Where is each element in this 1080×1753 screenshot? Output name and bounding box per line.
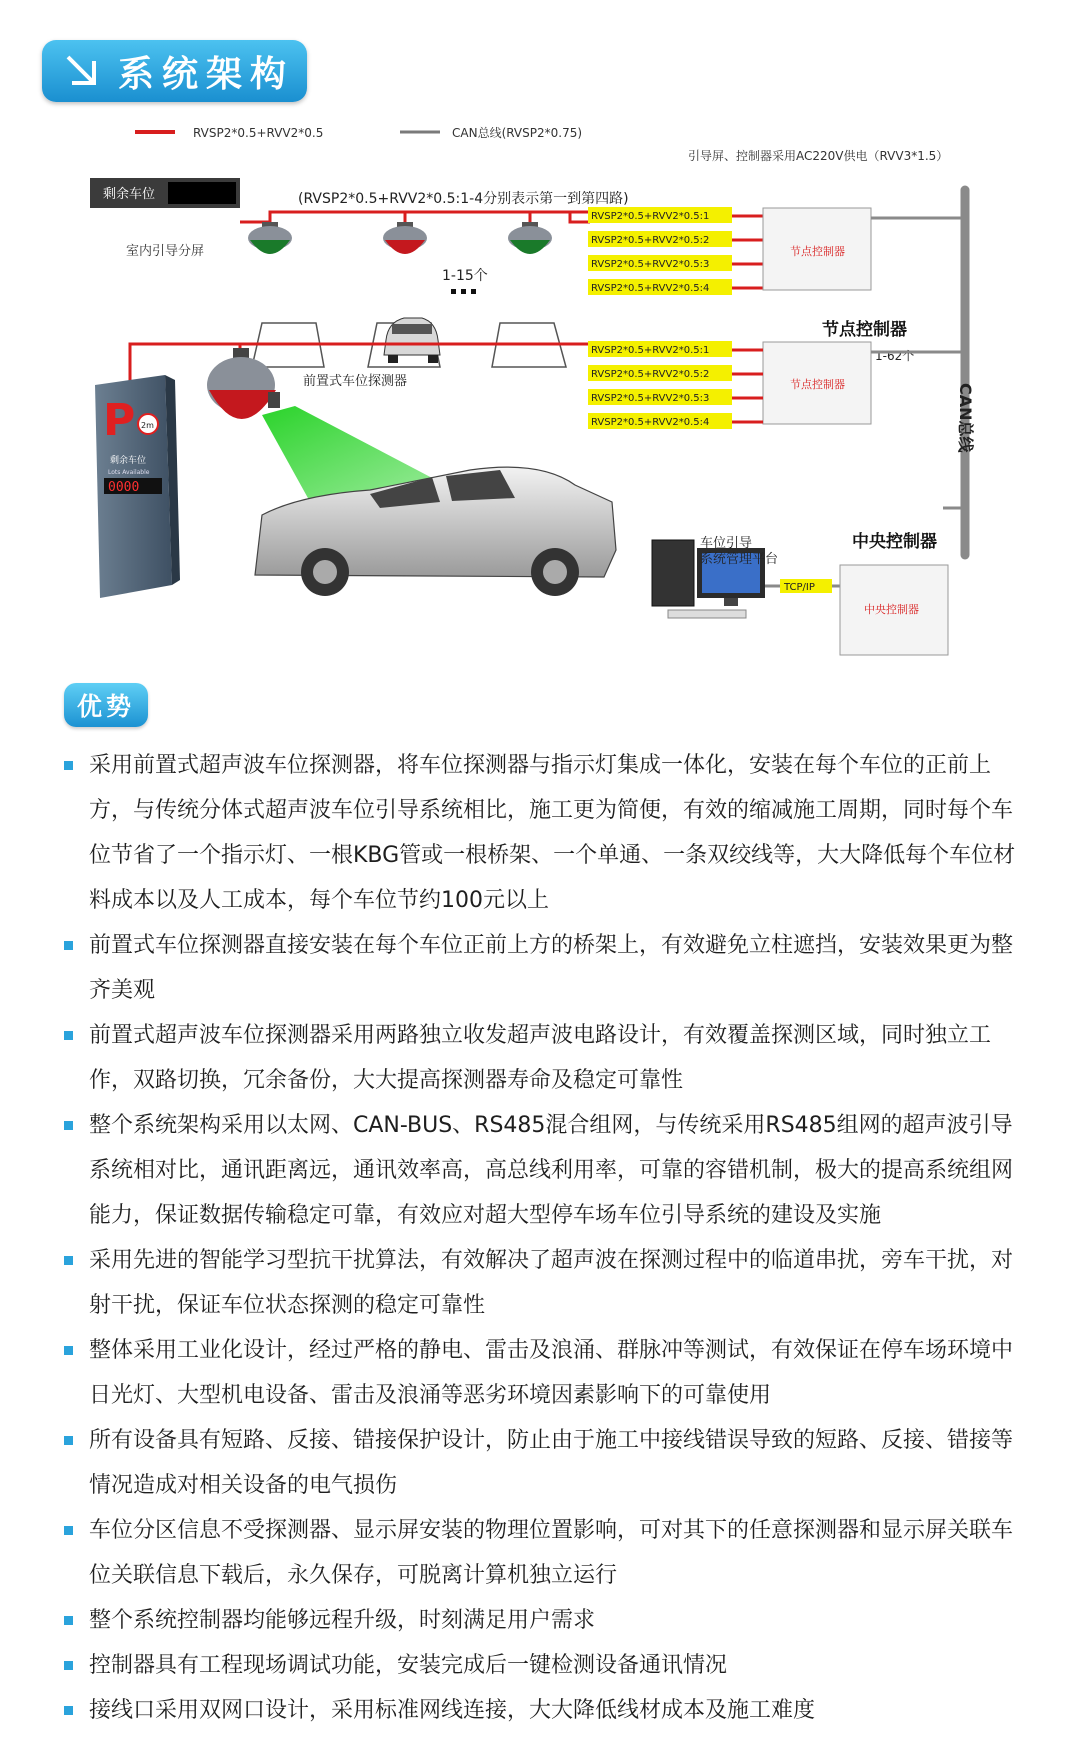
advantage-text: 前置式车位探测器直接安装在每个车位正前上方的桥架上，有效避免立柱遮挡，安装效果更为整齐美观: [89, 933, 1014, 1003]
arrow-down-right-icon: [60, 49, 104, 93]
sign-digits: 0000: [108, 480, 140, 495]
front-detector: [207, 348, 280, 419]
power-note: 引导屏、控制器采用AC220V供电（RVV3*1.5）: [688, 149, 949, 163]
route-label: RVSP2*0.5+RVV2*0.5:2: [591, 235, 710, 246]
bullet-icon: [64, 1256, 73, 1265]
route-note: (RVSP2*0.5+RVV2*0.5:1-4分别表示第一到第四路): [298, 191, 629, 207]
detector-count: 1-15个: [442, 268, 488, 284]
bullet-icon: [64, 761, 73, 770]
advantage-text: 整个系统控制器均能够远程升级，时刻满足用户需求: [89, 1608, 596, 1633]
can-bus-label: CAN总线: [956, 383, 975, 453]
section-title-badge: [42, 40, 307, 102]
bullet-icon: [64, 1661, 73, 1670]
tcpip-label: TCP/IP: [784, 582, 815, 593]
route-label: RVSP2*0.5+RVV2*0.5:4: [591, 417, 710, 428]
sign-caption: 剩余车位: [110, 456, 147, 466]
detector-3: [508, 222, 552, 254]
bullet-icon: [64, 1706, 73, 1715]
advantages-title: 优势: [64, 683, 148, 727]
advantage-item: [64, 1013, 1024, 1103]
advantage-text: 接线口采用双网口设计，采用标准网线连接，大大降低线材成本及施工难度: [89, 1698, 816, 1723]
route-label: RVSP2*0.5+RVV2*0.5:4: [591, 283, 710, 294]
bullet-icon: [64, 1346, 73, 1355]
advantage-item: [64, 923, 1024, 1013]
route-label: RVSP2*0.5+RVV2*0.5:1: [591, 345, 710, 356]
advantage-item: [64, 1598, 1024, 1643]
section-title: 系统架构: [118, 53, 295, 95]
route-label: RVSP2*0.5+RVV2*0.5:2: [591, 369, 710, 380]
platform-line-1: 车位引导: [700, 536, 753, 551]
advantage-item: [64, 1643, 1024, 1688]
advantages-list: [64, 743, 1024, 1733]
advantage-text: 整体采用工业化设计，经过严格的静电、雷击及浪涌、群脉冲等测试，有效保证在停车场环境中日光灯、大型机电设备、雷击及浪涌等恶劣环境因素影响下的可靠使用: [89, 1338, 1014, 1408]
advantage-item: [64, 743, 1024, 923]
sign-badge-text: 2m: [141, 421, 154, 430]
detector-2: [383, 222, 427, 254]
screen-display: [168, 182, 236, 204]
central-title: 中央控制器: [852, 532, 937, 552]
advantage-text: 控制器具有工程现场调试功能，安装完成后一键检测设备通讯情况: [89, 1653, 728, 1678]
legend-gray-label: CAN总线(RVSP2*0.75): [452, 126, 583, 140]
screen-label: 剩余车位: [103, 187, 156, 202]
system-architecture-diagram: [0, 110, 1080, 670]
bullet-icon: [64, 1031, 73, 1040]
node-controller-box-2-label: 节点控制器: [790, 378, 845, 391]
advantage-text: 前置式超声波车位探测器采用两路独立收发超声波电路设计，有效覆盖探测区域，同时独立工作，双路切换，冗余备份，大大提高探测器寿命及稳定可靠性: [89, 1023, 992, 1093]
node-controller-title: 节点控制器: [822, 320, 907, 340]
sign-letter: P: [103, 395, 136, 446]
advantage-text: 车位分区信息不受探测器、显示屏安装的物理位置影响，可对其下的任意探测器和显示屏关联车位关联信息下载后，永久保存，可脱离计算机独立运行: [89, 1518, 1014, 1588]
bullet-icon: [64, 1436, 73, 1445]
detector-label: 前置式车位探测器: [303, 374, 408, 389]
node-controller-box-1-label: 节点控制器: [790, 245, 845, 258]
central-controller-label: 中央控制器: [864, 603, 919, 616]
advantage-item: [64, 1238, 1024, 1328]
indoor-screen-label: 室内引导分屏: [126, 244, 205, 259]
advantage-item: [64, 1328, 1024, 1418]
bullet-icon: [64, 941, 73, 950]
route-label: RVSP2*0.5+RVV2*0.5:3: [591, 393, 710, 404]
advantage-text: 采用先进的智能学习型抗干扰算法，有效解决了超声波在探测过程中的临道串扰，旁车干扰，对射干扰，保证车位状态探测的稳定可靠性: [89, 1248, 1014, 1318]
advantage-item: [64, 1688, 1024, 1733]
bullet-icon: [64, 1616, 73, 1625]
advantage-item: [64, 1508, 1024, 1598]
advantage-text: 整个系统架构采用以太网、CAN-BUS、RS485混合组网，与传统采用RS485组网的超声波引导系统相对比，通讯距离远，通讯效率高，高总线利用率，可靠的容错机制，极大的提高系统组网能力，保证数据传输稳定可靠，有效应对超大型停车场车位引导系统的建设及实施: [89, 1113, 1014, 1228]
advantage-item: [64, 1418, 1024, 1508]
advantage-item: [64, 1103, 1024, 1238]
detector-1: [248, 222, 292, 254]
platform-line-2: 系统管理平台: [700, 552, 779, 567]
bullet-icon: [64, 1526, 73, 1535]
node-count: 1-62个: [875, 349, 915, 363]
route-label: RVSP2*0.5+RVV2*0.5:3: [591, 259, 710, 270]
advantage-text: 采用前置式超声波车位探测器，将车位探测器与指示灯集成一体化，安装在每个车位的正前上方，与传统分体式超声波车位引导系统相比，施工更为简便，有效的缩减施工周期，同时每个车位节省了一个指示灯、一根KBG管或一根桥架、一个单通、一条双绞线等，大大降低每个车位材料成本以及人工成本，每个车位节约100元以上: [89, 753, 1016, 913]
sign-sub: Lots Available: [108, 469, 150, 476]
legend-red-label: RVSP2*0.5+RVV2*0.5: [193, 126, 324, 140]
advantage-text: 所有设备具有短路、反接、错接保护设计，防止由于施工中接线错误导致的短路、反接、错接等情况造成对相关设备的电气损伤: [89, 1428, 1014, 1498]
parked-car-icon: [384, 318, 440, 363]
route-label: RVSP2*0.5+RVV2*0.5:1: [591, 211, 710, 222]
bullet-icon: [64, 1121, 73, 1130]
